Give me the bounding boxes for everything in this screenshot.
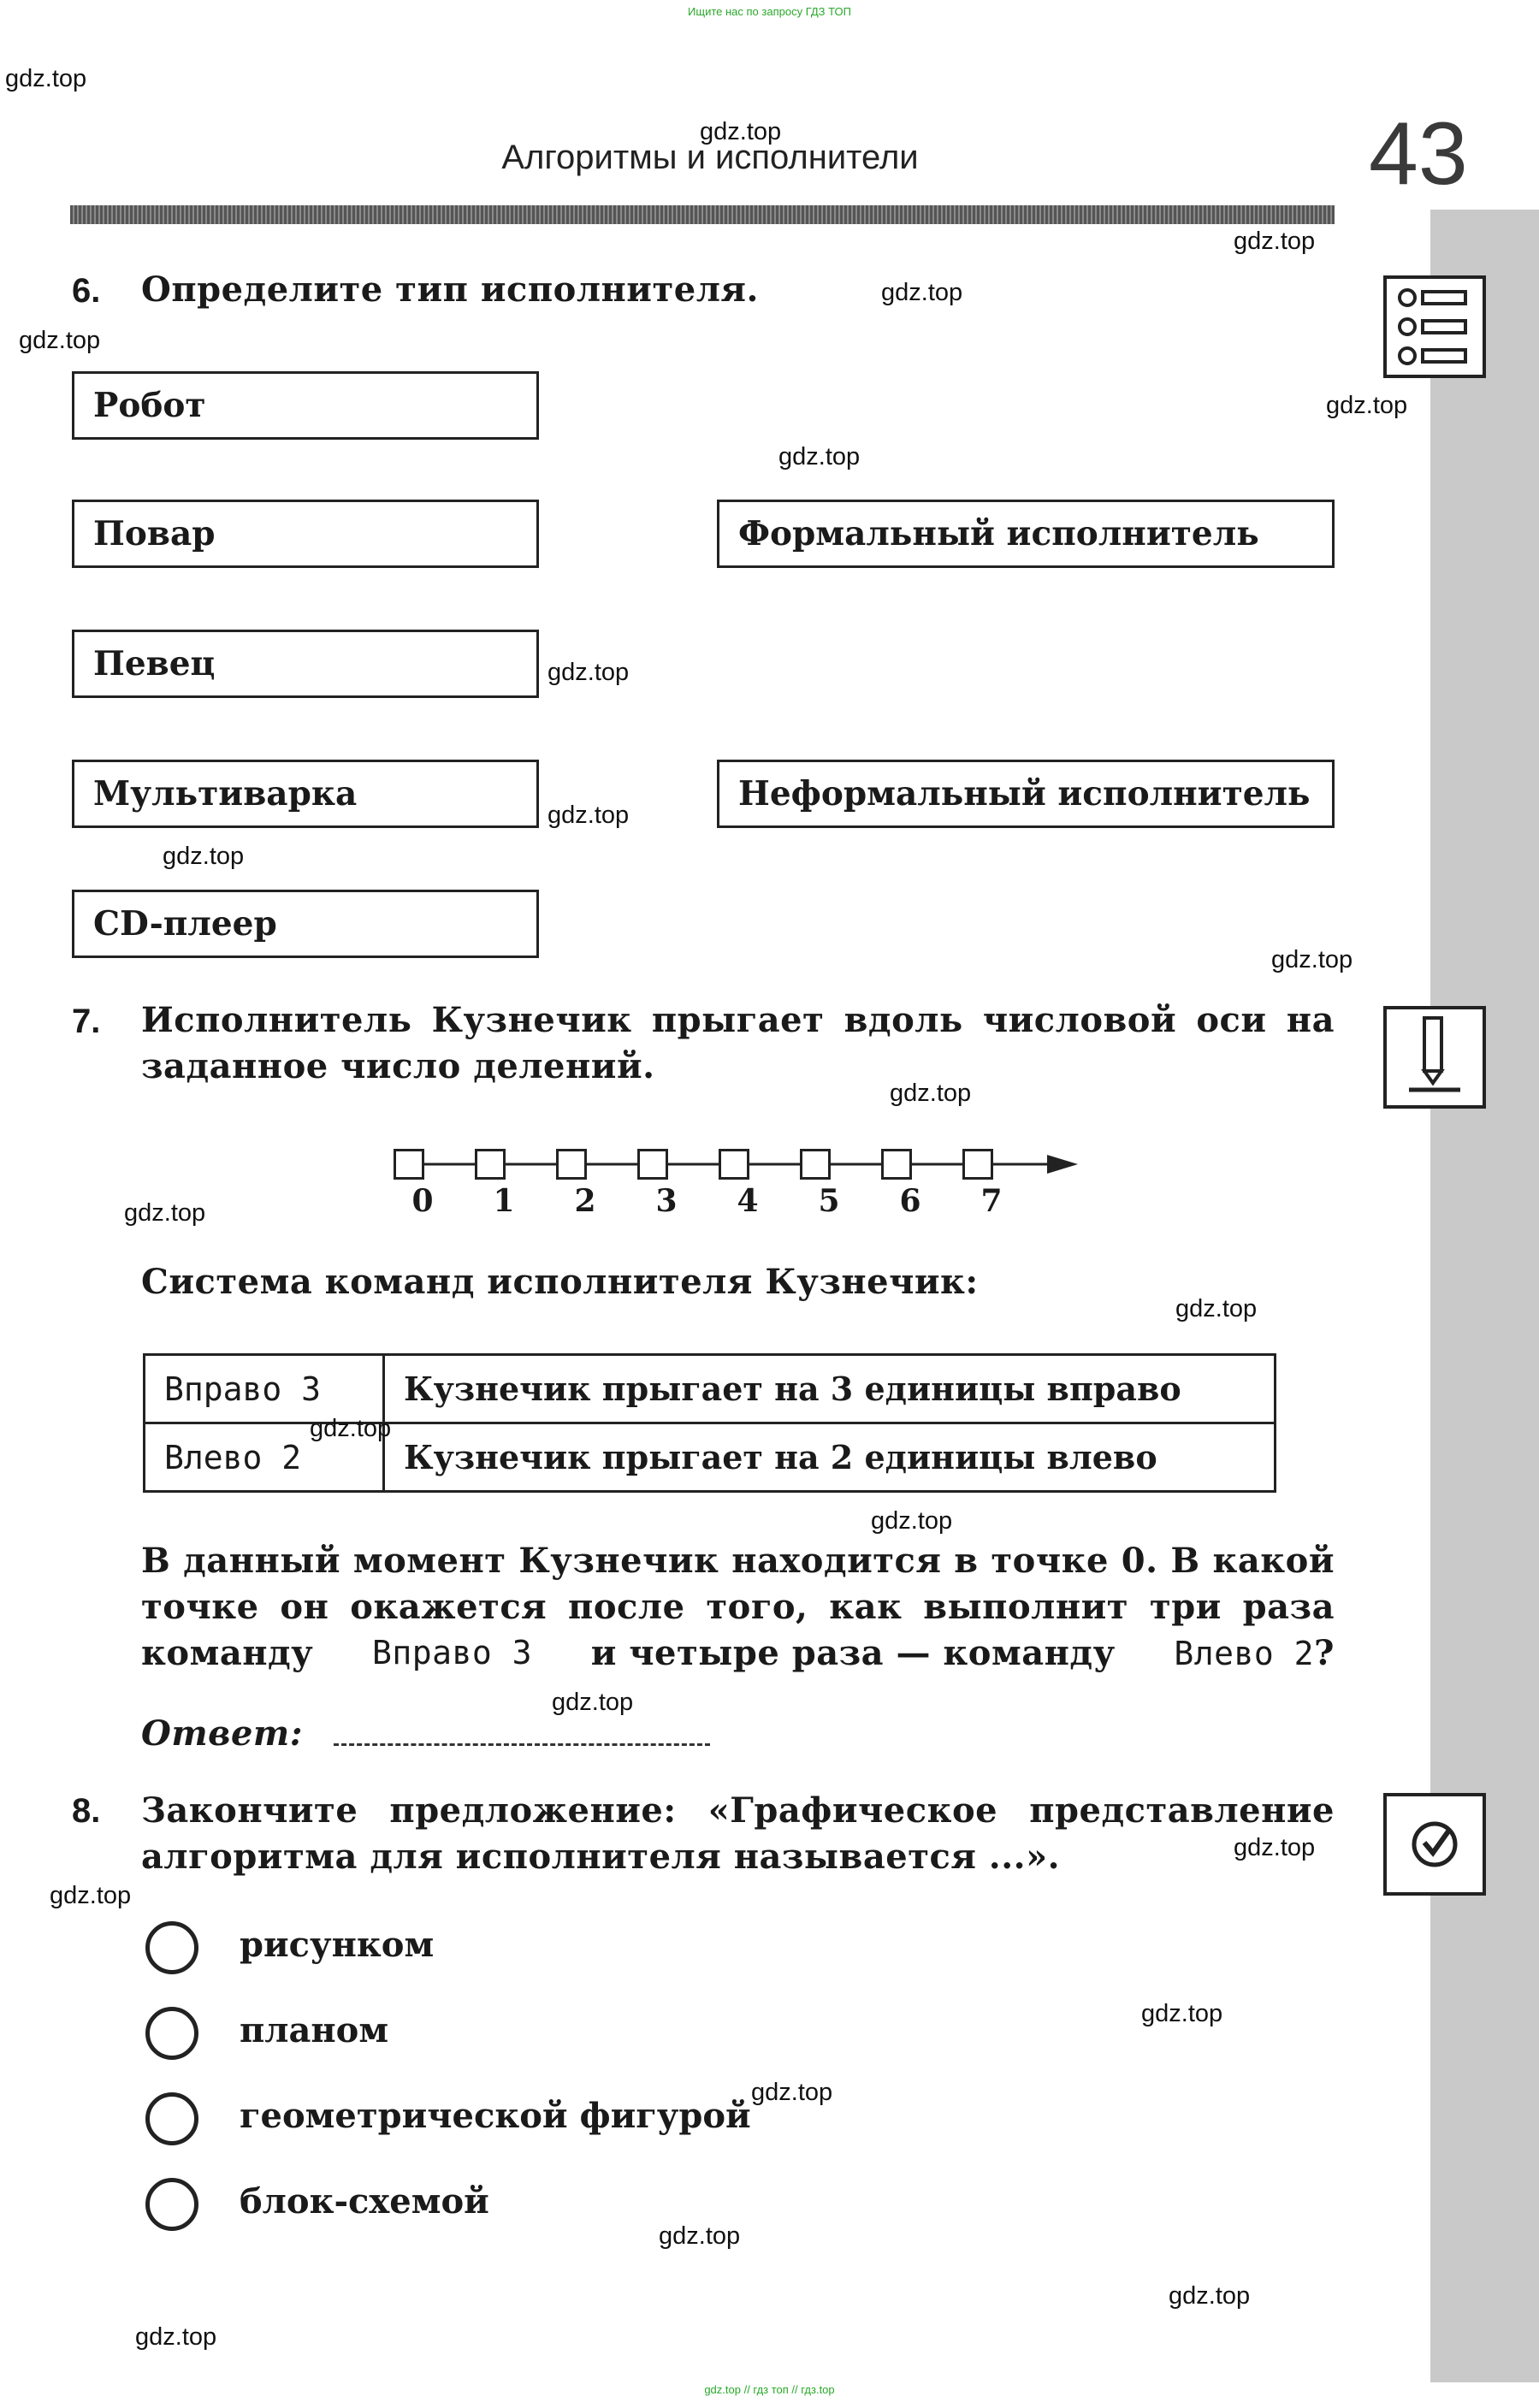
option-radio-plan[interactable] <box>145 2007 198 2060</box>
watermark: gdz.top <box>871 1507 953 1535</box>
task7-question-line1: В данный момент Кузнечик находится в точке 0. В какой <box>141 1541 1335 1581</box>
question-mark: ? <box>1314 1633 1335 1673</box>
task6-category-formal[interactable]: Формальный исполнитель <box>717 500 1335 568</box>
watermark: gdz.top <box>548 659 630 686</box>
task7-question-line3 <box>141 1630 1335 1677</box>
watermark: gdz.top <box>890 1080 972 1107</box>
page-title: Алгоритмы и исполнители <box>501 139 919 176</box>
axis-label: 7 <box>980 1183 1003 1219</box>
watermark: gdz.top <box>1169 2282 1251 2310</box>
axis-label: 1 <box>493 1183 515 1219</box>
command-description: Кузнечик прыгает на 3 единицы вправо <box>384 1355 1276 1423</box>
axis-label: 4 <box>737 1183 759 1219</box>
watermark: gdz.top <box>310 1415 392 1442</box>
site-banner-top[interactable]: Ищите нас по запросу ГДЗ ТОП <box>688 5 851 18</box>
axis-label: 6 <box>899 1183 921 1219</box>
number-line <box>394 1145 1078 1230</box>
axis-cell <box>475 1149 506 1180</box>
command-system-title: Система команд исполнителя Кузнечик: <box>141 1262 979 1302</box>
task6-item-cook[interactable]: Повар <box>72 500 539 568</box>
axis-cell <box>637 1149 668 1180</box>
page-number: 43 <box>1369 104 1468 204</box>
answer-input[interactable] <box>334 1742 710 1746</box>
table-row <box>145 1355 1276 1423</box>
watermark: gdz.top <box>1234 1834 1316 1861</box>
axis-label: 3 <box>655 1183 678 1219</box>
task6-item-singer[interactable]: Певец <box>72 630 539 698</box>
watermark: gdz.top <box>548 802 630 829</box>
command-name: Вправо 3 <box>145 1355 384 1423</box>
header-rule <box>70 205 1335 224</box>
watermark: gdz.top <box>163 843 245 870</box>
task7-question-line2: точке он окажется после того, как выполнит три раза <box>141 1587 1335 1627</box>
option-radio-geometric-figure[interactable] <box>145 2092 198 2145</box>
question-command-right: Вправо 3 <box>371 1634 532 1671</box>
watermark: gdz.top <box>700 118 782 145</box>
watermark: gdz.top <box>1326 392 1408 419</box>
question-text: и четыре раза — команду <box>590 1633 1116 1673</box>
question-command-left: Влево 2 <box>1174 1635 1315 1672</box>
task8-number: 8. <box>72 1792 101 1830</box>
task6-item-multicooker[interactable]: Мультиварка <box>72 760 539 828</box>
watermark: gdz.top <box>659 2222 741 2250</box>
command-name: Влево 2 <box>145 1423 384 1492</box>
task6-item-cd-player[interactable]: CD-плеер <box>72 890 539 958</box>
watermark: gdz.top <box>778 443 861 470</box>
task6-number: 6. <box>72 272 101 310</box>
axis-label: 2 <box>574 1183 596 1219</box>
task7-text-line1: Исполнитель Кузнечик прыгает вдоль числовой оси на <box>141 1000 1335 1040</box>
answer-label: Ответ: <box>141 1713 303 1754</box>
task6-item-robot[interactable]: Робот <box>72 371 539 440</box>
axis-cell <box>962 1149 993 1180</box>
site-banner-bottom[interactable]: gdz.top // гдз топ // гдз.top <box>704 2383 835 2396</box>
axis-cell <box>881 1149 912 1180</box>
option-radio-flowchart[interactable] <box>145 2178 198 2231</box>
watermark: gdz.top <box>1234 228 1316 255</box>
watermark: gdz.top <box>1175 1295 1258 1322</box>
matching-icon <box>1383 275 1486 378</box>
watermark: gdz.top <box>1141 2000 1223 2027</box>
axis-cell <box>556 1149 587 1180</box>
task8-text-line1: Закончите предложение: «Графическое представление <box>141 1790 1335 1831</box>
option-label: блок-схемой <box>240 2181 489 2222</box>
question-text: команду <box>141 1633 314 1673</box>
option-label: планом <box>240 2010 389 2050</box>
option-label: рисунком <box>240 1925 435 1965</box>
watermark: gdz.top <box>5 65 87 92</box>
option-radio-picture[interactable] <box>145 1921 198 1974</box>
watermark: gdz.top <box>751 2079 833 2106</box>
axis-label: 0 <box>411 1183 434 1219</box>
watermark: gdz.top <box>19 327 101 354</box>
axis-cell <box>719 1149 749 1180</box>
watermark: gdz.top <box>1271 946 1353 973</box>
task6-text: Определите тип исполнителя. <box>141 269 759 310</box>
axis-cell <box>800 1149 831 1180</box>
axis-label: 5 <box>818 1183 840 1219</box>
command-description: Кузнечик прыгает на 2 единицы влево <box>384 1423 1276 1492</box>
axis-cell <box>394 1149 424 1180</box>
task6-category-informal[interactable]: Неформальный исполнитель <box>717 760 1335 828</box>
watermark: gdz.top <box>881 279 963 306</box>
task7-number: 7. <box>72 1003 101 1040</box>
right-margin-strip <box>1430 210 1539 2382</box>
watermark: gdz.top <box>552 1689 634 1716</box>
checkmark-icon <box>1383 1793 1486 1896</box>
task8-text-line2: алгоритма для исполнителя называется ...». <box>141 1837 1061 1877</box>
watermark: gdz.top <box>50 1882 132 1909</box>
watermark: gdz.top <box>135 2323 217 2351</box>
option-label: геометрической фигурой <box>240 2096 751 2136</box>
watermark: gdz.top <box>124 1199 206 1227</box>
pencil-icon <box>1383 1006 1486 1109</box>
task7-text-line2: заданное число делений. <box>141 1046 655 1086</box>
